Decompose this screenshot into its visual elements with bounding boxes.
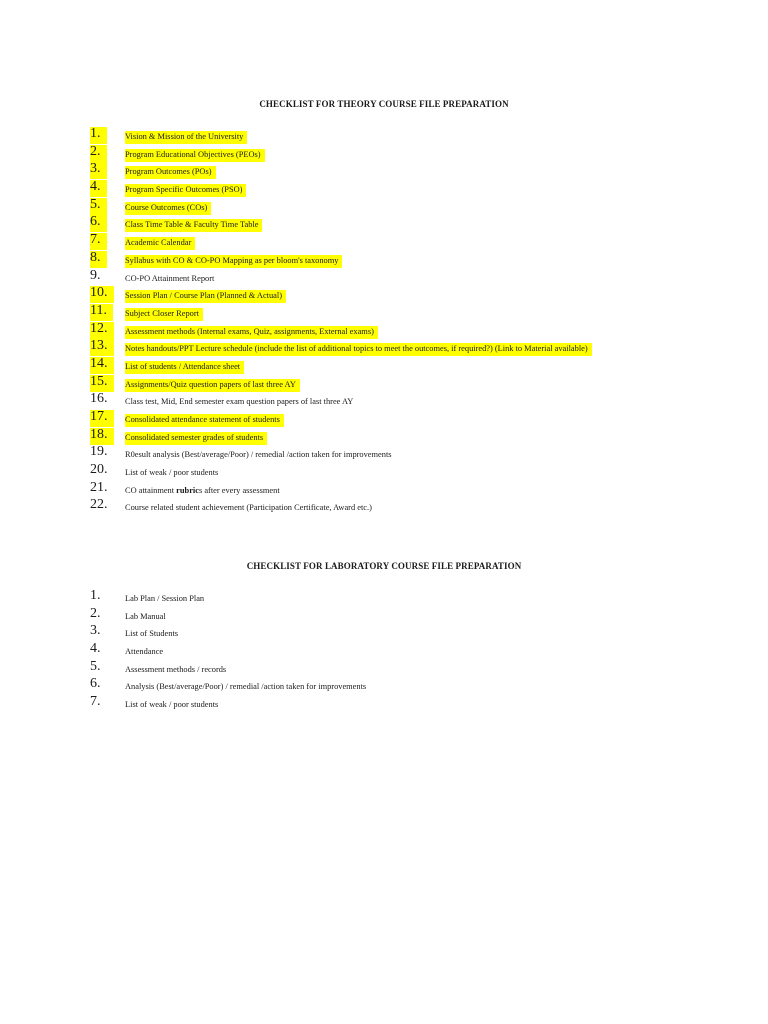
item-number: 7. bbox=[90, 694, 101, 710]
item-text: Notes handouts/PPT Lecture schedule (include the list of additional topics to meet the outcomes, if required?) (Link to Material available) bbox=[125, 343, 592, 356]
item-number: 1. bbox=[90, 127, 107, 144]
item-text: Class Time Table & Faculty Time Table bbox=[125, 219, 262, 232]
item-number: 10. bbox=[90, 286, 114, 303]
item-number: 5. bbox=[90, 658, 101, 674]
item-number: 8. bbox=[90, 251, 107, 268]
item-text: Assignments/Quiz question papers of last three AY bbox=[125, 379, 300, 392]
item-text: Lab Plan / Session Plan bbox=[125, 594, 205, 603]
item-text: Course Outcomes (COs) bbox=[125, 202, 211, 215]
item-number: 6. bbox=[90, 676, 101, 692]
item-text: List of Students bbox=[125, 629, 179, 639]
item-text: Lab Manual bbox=[125, 611, 166, 621]
item-number: 3. bbox=[90, 623, 101, 639]
item-number: 9. bbox=[90, 267, 101, 283]
item-number: 19. bbox=[90, 444, 108, 460]
item-number: 5. bbox=[90, 198, 107, 215]
item-number: 7. bbox=[90, 233, 107, 250]
item-number: 20. bbox=[90, 462, 108, 478]
theory-checklist-title: CHECKLIST FOR THEORY COURSE FILE PREPARATION bbox=[259, 99, 509, 109]
item-number: 18. bbox=[90, 428, 114, 445]
item-number: 13. bbox=[90, 339, 114, 356]
item-text: Program Specific Outcomes (PSO) bbox=[125, 184, 246, 197]
item-text: Consolidated semester grades of students bbox=[125, 432, 267, 445]
item-text: Subject Closer Report bbox=[125, 308, 203, 321]
item-text: Syllabus with CO & CO-PO Mapping as per bloom's taxonomy bbox=[125, 255, 342, 268]
item-number: 15. bbox=[90, 375, 114, 392]
item-text: Class test, Mid, End semester exam question papers of last three AY bbox=[125, 397, 354, 407]
item-number: 14. bbox=[90, 357, 114, 374]
item-text: Vision & Mission of the University bbox=[125, 131, 247, 144]
item-number: 2. bbox=[90, 605, 101, 621]
item-number: 4. bbox=[90, 641, 101, 657]
item-number: 21. bbox=[90, 479, 108, 495]
item-text bbox=[125, 486, 280, 496]
item-text: Program Outcomes (POs) bbox=[125, 166, 216, 179]
item-text: Academic Calendar bbox=[125, 237, 195, 250]
item-number: 12. bbox=[90, 322, 114, 339]
item-text: List of weak / poor students bbox=[125, 468, 219, 478]
item-text: Assessment methods / records bbox=[125, 664, 227, 674]
item-text-bold: rubric bbox=[176, 485, 199, 495]
item-text: Consolidated attendance statement of students bbox=[125, 414, 284, 427]
item-number: 3. bbox=[90, 162, 107, 179]
item-text: Session Plan / Course Plan (Planned & Actual) bbox=[125, 290, 286, 303]
lab-checklist-title: CHECKLIST FOR LABORATORY COURSE FILE PREPARATION bbox=[246, 561, 522, 571]
item-text-start: CO attainment bbox=[125, 485, 177, 495]
item-text: Attendance bbox=[125, 647, 164, 657]
item-text: Analysis (Best/average/Poor) / remedial /action taken for improvements bbox=[125, 682, 367, 692]
item-text: List of weak / poor students bbox=[125, 700, 219, 710]
item-number: 17. bbox=[90, 410, 114, 427]
item-text: R0esult analysis (Best/average/Poor) / remedial /action taken for improvements bbox=[125, 450, 392, 460]
item-text: List of students / Attendance sheet bbox=[125, 361, 244, 374]
item-number: 2. bbox=[90, 145, 107, 162]
item-number: 22. bbox=[90, 497, 108, 513]
item-number: 4. bbox=[90, 180, 107, 197]
item-text: Course related student achievement (Participation Certificate, Award etc.) bbox=[125, 503, 372, 513]
item-number: 11. bbox=[90, 304, 113, 321]
item-text: Assessment methods (Internal exams, Quiz, assignments, External exams) bbox=[125, 326, 378, 339]
item-number: 6. bbox=[90, 215, 107, 232]
item-number: 16. bbox=[90, 391, 108, 407]
item-text-end: s after every assessment bbox=[198, 485, 280, 495]
item-text: CO-PO Attainment Report bbox=[125, 273, 215, 283]
item-text: Program Educational Objectives (PEOs) bbox=[125, 149, 265, 162]
item-number: 1. bbox=[90, 588, 101, 603]
